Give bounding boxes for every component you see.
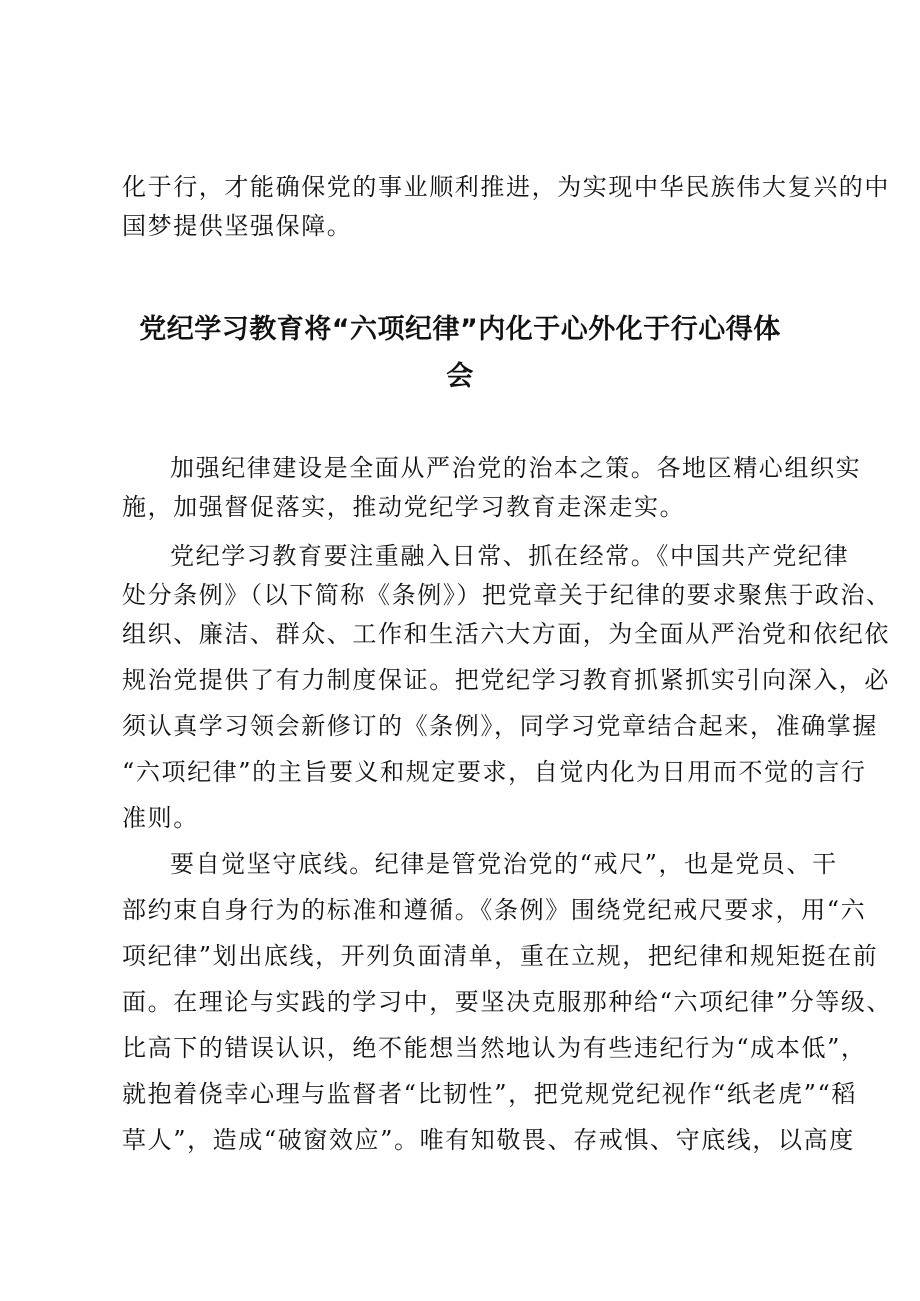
paragraph-line: 须认真学习领会新修订的《条例》，同学习党章结合起来，准确掌握 — [122, 712, 878, 740]
paragraph-line: 规治党提供了有力制度保证。把党纪学习教育抓紧抓实引向深入，必 — [122, 666, 890, 694]
prev-section-line: 化于行，才能确保党的事业顺利推进，为实现中华民族伟大复兴的中 — [122, 173, 890, 201]
paragraph-line: 准则。 — [122, 804, 199, 832]
paragraph-line: 组织、廉洁、群众、工作和生活六大方面，为全面从严治党和依纪依 — [122, 620, 890, 648]
paragraph-line: 加强纪律建设是全面从严治党的治本之策。各地区精心组织实 — [170, 454, 862, 482]
paragraph-line: 要自觉坚守底线。纪律是管党治党的“戒尺”，也是党员、干 — [170, 850, 838, 878]
paragraph-line: 施，加强督促落实，推动党纪学习教育走深走实。 — [122, 493, 686, 521]
paragraph-line: 处分条例》（以下简称《条例》）把党章关于纪律的要求聚焦于政治、 — [122, 581, 892, 609]
paragraph-line: 面。在理论与实践的学习中，要坚决克服那种给“六项纪律”分等级、 — [122, 988, 893, 1016]
article-title: 党纪学习教育将“六项纪律”内化于心外化于行心得体 — [139, 314, 781, 345]
paragraph-line: 比高下的错误认识，绝不能想当然地认为有些违纪行为“成本低”， — [122, 1034, 867, 1062]
paragraph-line: 草人”，造成“破窗效应”。唯有知敬畏、存戒惧、守底线，以高度 — [122, 1126, 855, 1154]
article-title-continued: 会 — [446, 361, 474, 392]
paragraph-line: 项纪律”划出底线，开列负面清单，重在立规，把纪律和规矩挺在前 — [122, 942, 879, 970]
paragraph-line: 党纪学习教育要注重融入日常、抓在经常。《中国共产党纪律 — [170, 542, 850, 570]
paragraph-line: 就抱着侥幸心理与监督者“比韧性”，把党规党纪视作“纸老虎”“稻 — [122, 1080, 857, 1108]
paragraph-line: 部约束自身行为的标准和遵循。《条例》围绕党纪戒尺要求，用“六 — [122, 896, 867, 924]
paragraph-line: “六项纪律”的主旨要义和规定要求，自觉内化为日用而不觉的言行 — [122, 758, 867, 786]
prev-section-line: 国梦提供坚强保障。 — [122, 212, 353, 240]
